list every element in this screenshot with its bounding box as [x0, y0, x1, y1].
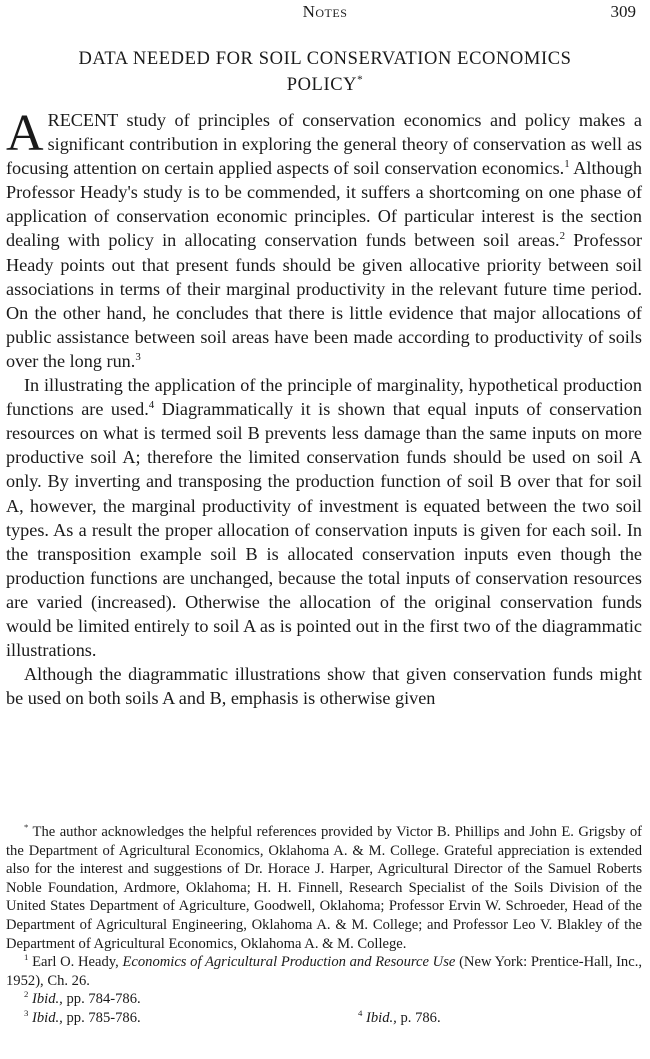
footnote-4-ibid: Ibid., — [362, 1009, 397, 1026]
footnote-4-rest: p. 786. — [396, 1009, 441, 1026]
footnote-ref-1[interactable]: 1 — [564, 158, 570, 171]
paragraph-1-text-b: Although Professor Heady's study is to be commended, it suffers a shortcoming on one phase of application of conservation economic principles. Of particular interest is the section dealing with policy in allocating conservation funds between soil areas. — [6, 158, 642, 251]
footnote-2 — [6, 990, 642, 1009]
footnote-3-rest: pp. 785-786. — [62, 1009, 141, 1026]
footnote-star — [6, 823, 642, 953]
footnote-2-ibid: Ibid., — [28, 991, 63, 1008]
footnote-1-rest: (New York: Prentice-Hall, Inc., 1952), Ch. 26. — [6, 954, 642, 989]
footnote-star-marker: * — [24, 822, 29, 833]
footnote-4 — [358, 1009, 441, 1028]
paragraph-2-text-a: In illustrating the application of the principle of marginality, hypothetical production functions are used. — [6, 375, 642, 420]
paragraph-3-text: Although the diagrammatic illustrations show that given conservation funds might be used on both soils A and B, emphasis is otherwise given — [6, 664, 642, 709]
running-title: Notes — [302, 2, 348, 21]
drop-cap: A — [6, 105, 44, 162]
footnote-star-text: The author acknowledges the helpful references provided by Victor B. Phillips and John E. Grigsby of the Department of Agricultural Economics, Oklahoma A. & M. College. Grateful appreciation is extended also for the interest and suggestions of Dr. Horace J. Harper, Agricultural Director of the Samuel Roberts Noble Foundation, Ardmore, Oklahoma; H. H. Finnell, Research Specialist of the Soils Division of the United States Department of Agriculture, Goodwell, Oklahoma; Professor Ervin W. Schroeder, Head of the Department of Agricultural Engineering, Oklahoma A. & M. College; and Professor Leo V. Blakley of the Department of Agricultural Economics, Oklahoma A. & M. College. — [6, 824, 642, 952]
footnote-ref-4[interactable]: 4 — [148, 399, 155, 412]
page-number: 309 — [610, 2, 636, 21]
article-title-line-1: DATA NEEDED FOR SOIL CONSERVATION ECONOMICS — [78, 49, 572, 69]
paragraph-1-text-a: RECENT study of principles of conservation economics and policy makes a significant contribution in exploring the general theory of conservation as well as focusing attention on certain applied aspects of soil conservation economics. — [6, 110, 642, 179]
footnote-3-marker: 3 — [24, 1008, 29, 1019]
footnote-3-ibid: Ibid., — [28, 1009, 63, 1026]
footnote-1-author: Earl O. Heady, — [28, 954, 123, 971]
footnote-1-book-title: Economics of Agricultural Production and Resource Use — [122, 954, 456, 971]
footnotes — [6, 823, 642, 1028]
paragraph-1 — [6, 105, 643, 373]
paragraph-2-text-b: Diagrammatically it is shown that equal inputs of conservation resources on what is termed soil B prevents less damage than the same inputs on more productive soil A; therefore the limited conservation funds should be used on soil A only. By inverting and transposing the production function of soil B over that for soil A, however, the marginal productivity of investment is equated between the two soil types. As a result the proper allocation of conservation inputs is given for each soil. In the transposition example soil B is allocated conservation inputs even though the production functions are unchanged, because the total inputs of conservation resources are varied (increased). Otherwise the allocation of the original conservation funds would be limited entirely to soil A as is pointed out in the first two of the diagrammatic illustrations. — [6, 399, 642, 661]
article-title-line-2 — [20, 72, 630, 98]
footnote-1-marker: 1 — [24, 952, 29, 963]
footnote-2-rest: pp. 784-786. — [62, 991, 141, 1008]
running-head — [0, 2, 650, 26]
article-title — [20, 46, 630, 98]
paragraph-3 — [6, 662, 642, 710]
footnote-4-marker: 4 — [358, 1008, 363, 1019]
footnote-ref-2[interactable]: 2 — [559, 230, 566, 243]
footnote-ref-3[interactable]: 3 — [135, 350, 141, 363]
footnote-3 — [24, 1009, 141, 1028]
paragraph-2 — [6, 373, 642, 662]
title-footnote-marker: * — [357, 73, 364, 86]
article-title-line-2-text: POLICY — [286, 75, 358, 95]
footnote-row-3-4 — [6, 1009, 642, 1028]
footnote-2-marker: 2 — [24, 989, 29, 1000]
footnote-1 — [6, 953, 642, 990]
paragraph-1-text-c: Professor Heady points out that present funds should be given allocative priority between soil associations in terms of their marginal productivity in the relevant future time period. On the other hand, he concludes that there is little evidence that major allocations of public assistance between soil areas have been made according to productivity of soils over the long run. — [6, 230, 643, 371]
article-body — [6, 105, 643, 710]
